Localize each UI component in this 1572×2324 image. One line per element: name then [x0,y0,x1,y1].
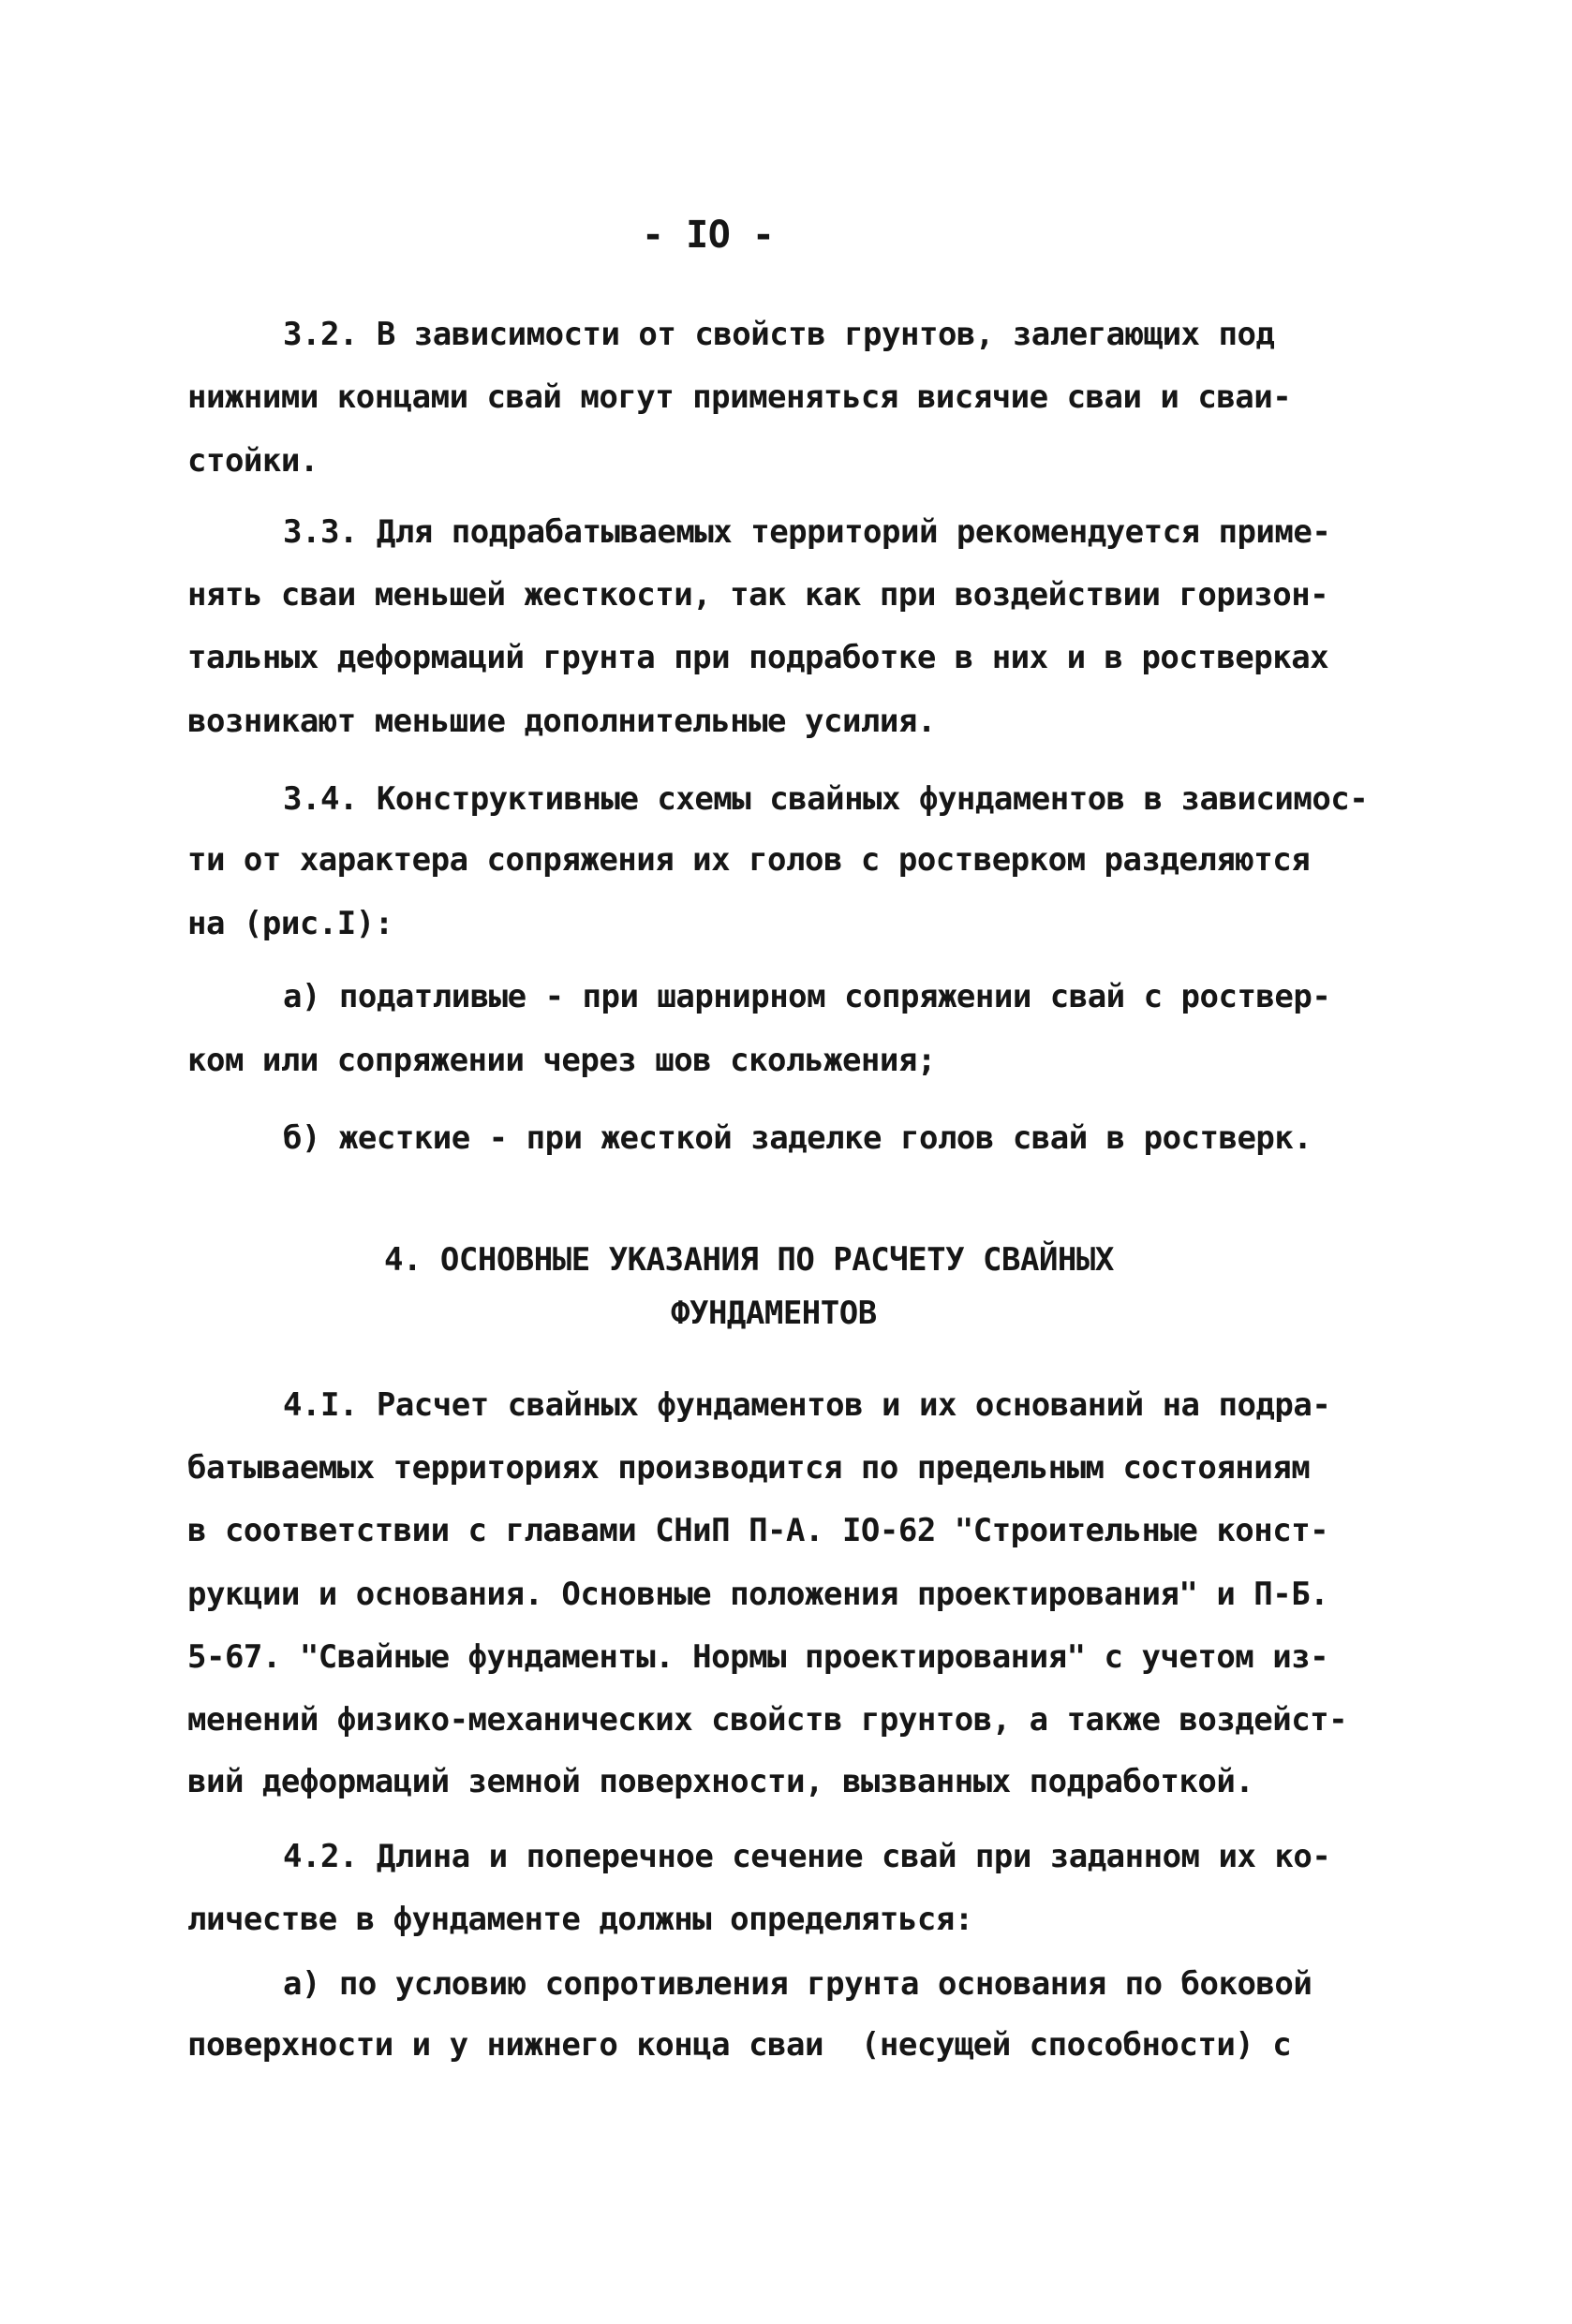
paragraph-3-3-line-3: тальных деформаций грунта при подработке в них и в ростверках [187,639,1329,676]
paragraph-3-3-line-4: возникают меньшие дополнительные усилия. [187,703,936,740]
paragraph-4-1-line-4: рукции и основания. Основные положения проектирования" и П-Б. [187,1576,1329,1613]
section-4-heading-line-2: ФУНДАМЕНТОВ [671,1295,877,1332]
list-item-a-line-2: ком или сопряжении через шов скольжения; [187,1042,936,1079]
paragraph-4-2-item-a-line-2: поверхности и у нижнего конца сваи (несущей способности) с [187,2026,1292,2064]
paragraph-4-2-item-a-line-1: а) по условию сопротивления грунта основания по боковой [283,1965,1312,2003]
paragraph-3-4-line-3: на (рис.I): [187,905,393,942]
paragraph-4-1-line-2: батываемых территориях производится по предельным состояниям [187,1449,1311,1487]
paragraph-3-3-line-1: 3.3. Для подрабатываемых территорий рекомендуется приме- [283,513,1331,551]
paragraph-3-4-line-1: 3.4. Конструктивные схемы свайных фундаментов в зависимос- [283,780,1369,818]
paragraph-4-2-line-1: 4.2. Длина и поперечное сечение свай при заданном их ко- [283,1838,1331,1875]
paragraph-3-3-line-2: нять сваи меньшей жесткости, так как при воздействии горизон- [187,576,1329,614]
paragraph-4-1-line-3: в соответствии с главами СНиП П-А. IO-62 "Строительные конст- [187,1512,1329,1549]
paragraph-3-2-line-2: нижними концами свай могут применяться висячие сваи и сваи- [187,378,1292,416]
list-item-b-line-1: б) жесткие - при жесткой заделке голов свай в ростверк. [283,1119,1312,1157]
paragraph-3-4-line-2: ти от характера сопряжения их голов с ростверком разделяются [187,841,1311,879]
section-4-heading-line-1: 4. ОСНОВНЫЕ УКАЗАНИЯ ПО РАСЧЕТУ СВАЙНЫХ [384,1241,1114,1279]
paragraph-4-1-line-1: 4.I. Расчет свайных фундаментов и их оснований на подра- [283,1386,1331,1424]
paragraph-3-2-line-1: 3.2. В зависимости от свойств грунтов, залегающих под [283,316,1275,353]
list-item-a-line-1: а) податливые - при шарнирном сопряжении свай с роствер- [283,978,1331,1015]
page-number: - IO - [642,214,775,257]
paragraph-4-1-line-7: вий деформаций земной поверхности, вызванных подработкой. [187,1763,1254,1800]
paragraph-4-1-line-6: менений физико-механических свойств грунтов, а также воздейст- [187,1701,1348,1739]
paragraph-3-2-line-3: стойки. [187,442,319,480]
paragraph-4-2-line-2: личестве в фундаменте должны определяться: [187,1901,973,1938]
paragraph-4-1-line-5: 5-67. "Свайные фундаменты. Нормы проектирования" с учетом из- [187,1638,1329,1676]
